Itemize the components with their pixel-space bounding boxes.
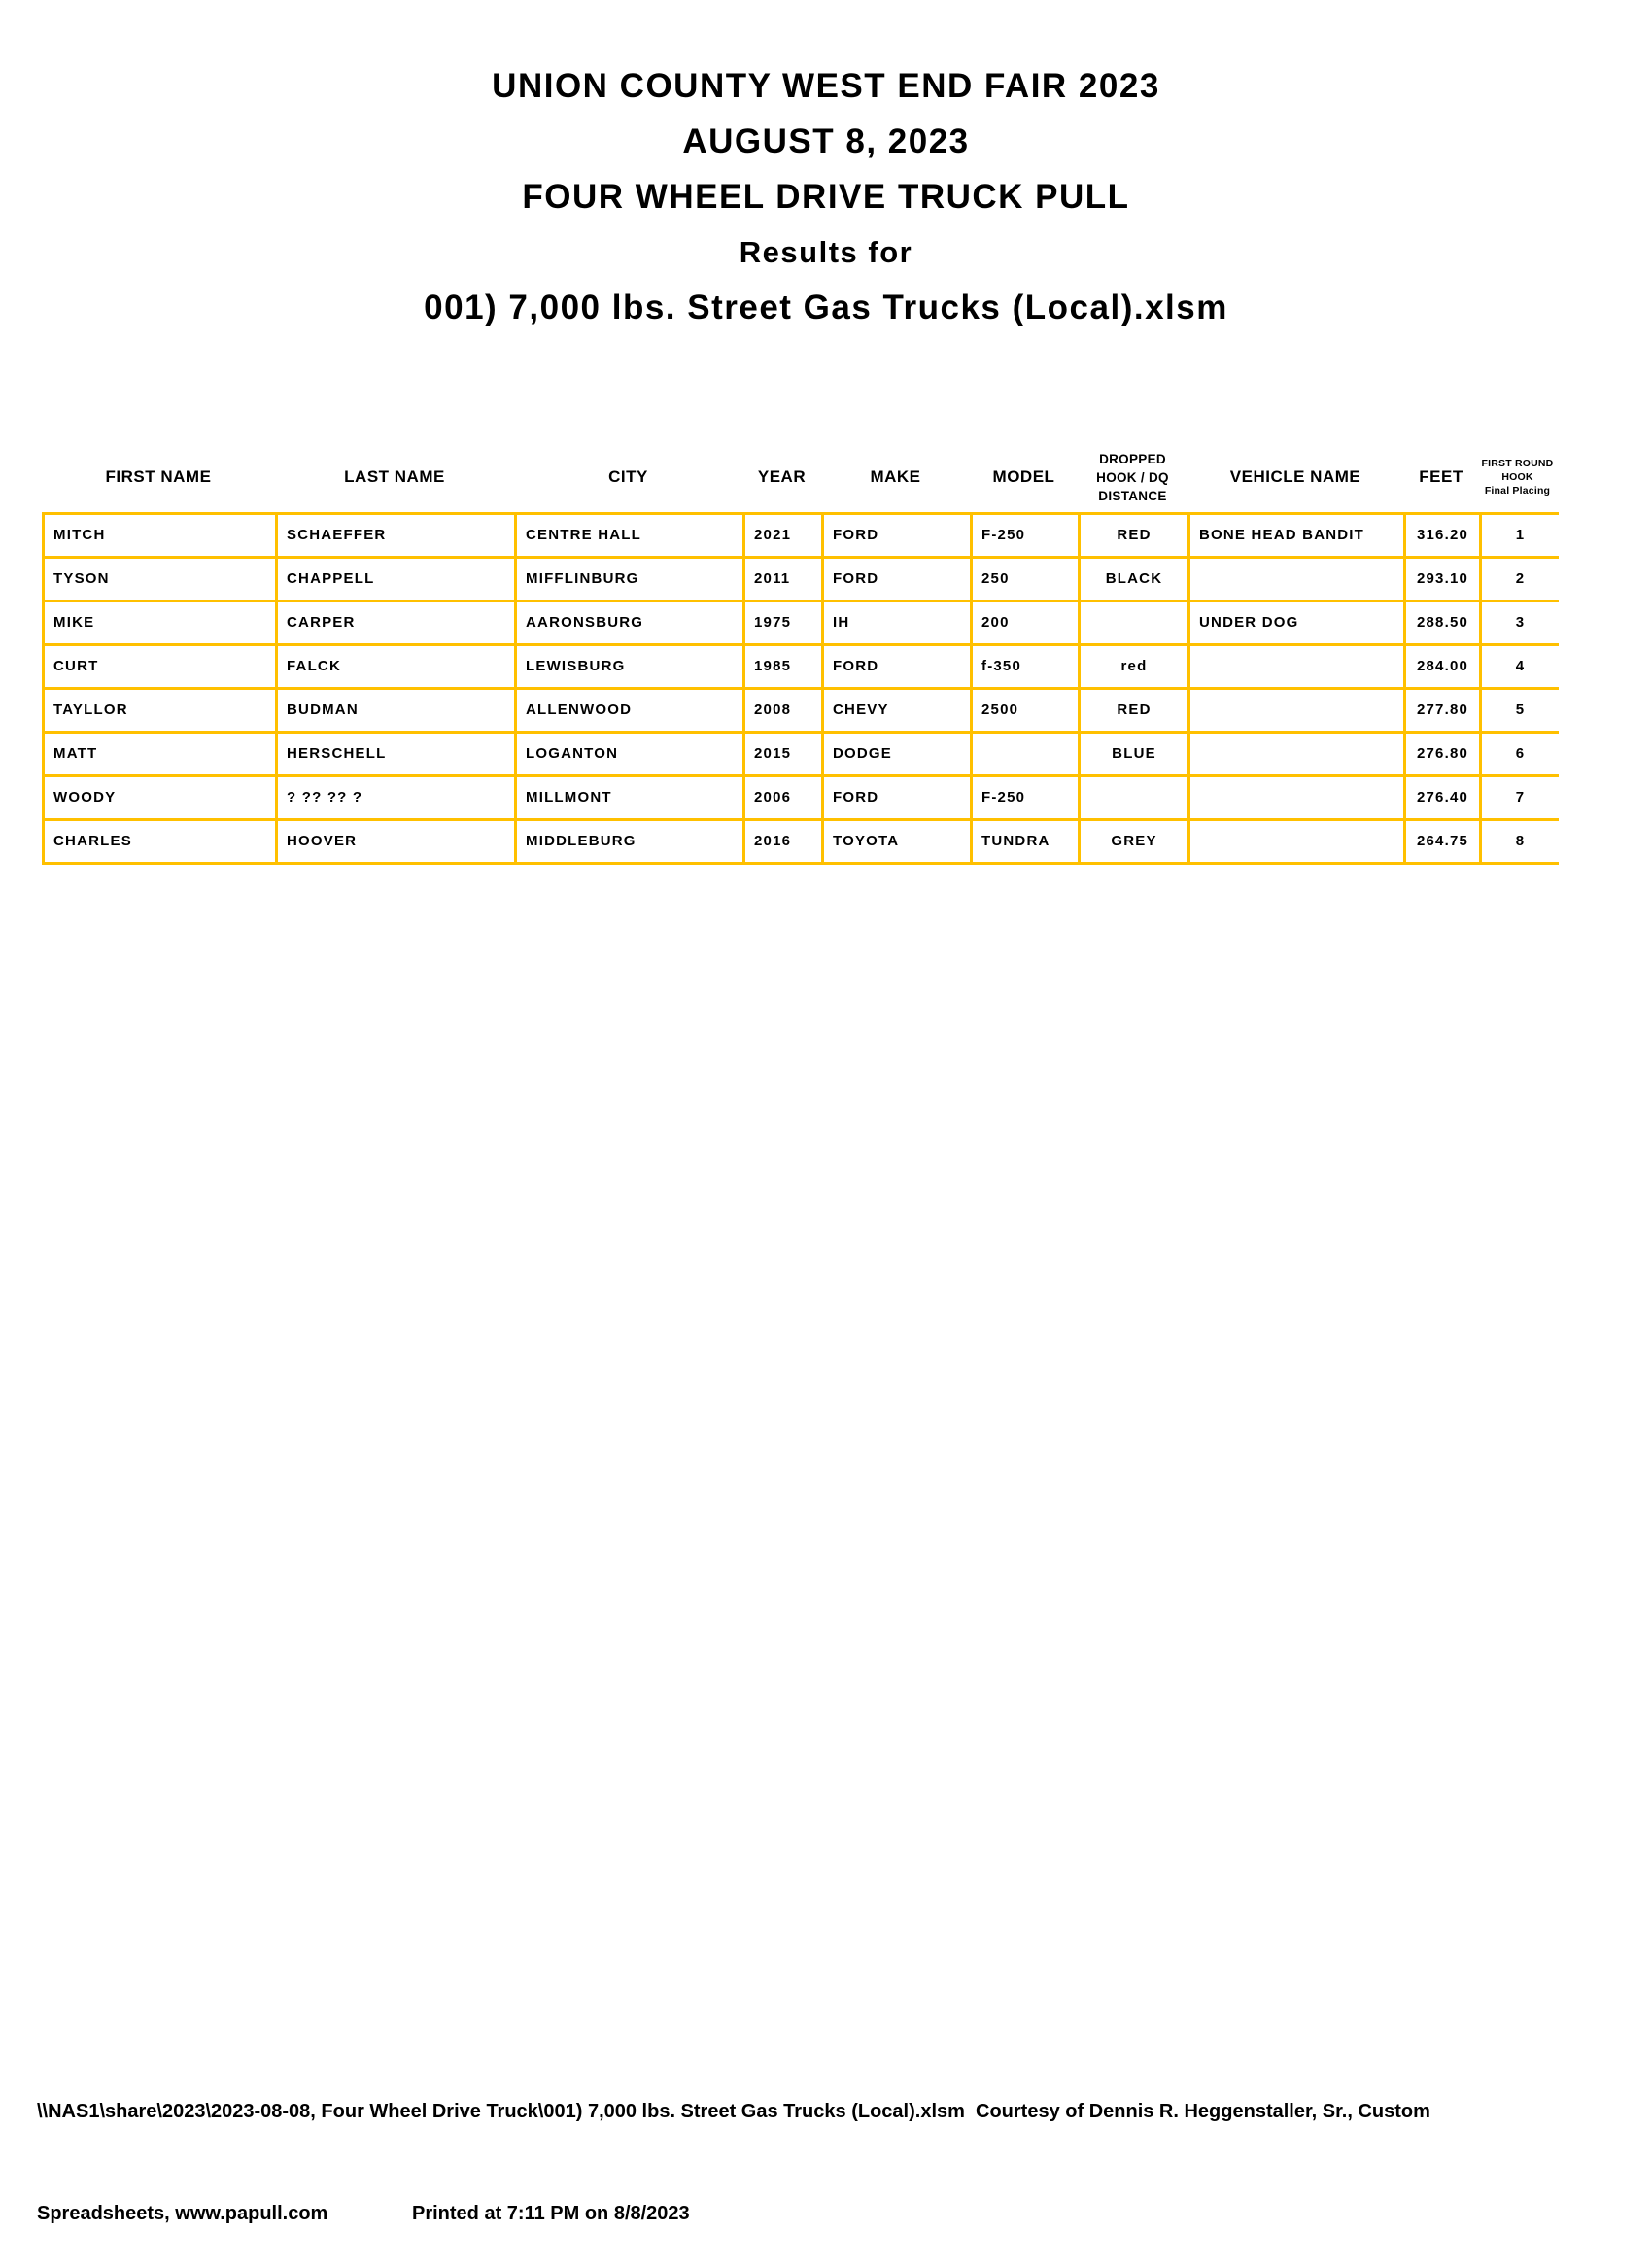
cell-year: 2011	[745, 559, 824, 600]
cell-make: FORD	[824, 515, 973, 556]
page-title-date: AUGUST 8, 2023	[682, 122, 970, 160]
cell-last-name: HOOVER	[278, 821, 517, 862]
cell-city: ALLENWOOD	[517, 690, 745, 731]
cell-year: 1985	[745, 646, 824, 687]
cell-feet: 284.00	[1406, 646, 1482, 687]
cell-city: LEWISBURG	[517, 646, 745, 687]
cell-last-name: HERSCHELL	[278, 734, 517, 774]
cell-first-name: MITCH	[45, 515, 278, 556]
header-city	[514, 467, 742, 487]
header-first-name-line: FIRST NAME	[105, 467, 212, 486]
cell-city: LOGANTON	[517, 734, 745, 774]
header-last-name-line: LAST NAME	[344, 467, 445, 486]
report-header	[0, 58, 1652, 335]
cell-feet: 316.20	[1406, 515, 1482, 556]
cell-model: 250	[973, 559, 1081, 600]
cell-dropped: GREY	[1081, 821, 1190, 862]
cell-model: TUNDRA	[973, 821, 1081, 862]
cell-last-name: CHAPPELL	[278, 559, 517, 600]
cell-first-name: MATT	[45, 734, 278, 774]
cell-city: AARONSBURG	[517, 602, 745, 643]
header-city-line: CITY	[608, 467, 648, 486]
cell-vehicle	[1190, 690, 1406, 731]
cell-make: CHEVY	[824, 690, 973, 731]
cell-model: 2500	[973, 690, 1081, 731]
cell-place: 3	[1515, 614, 1526, 631]
cell-year: 2021	[745, 515, 824, 556]
header-year-line: YEAR	[757, 467, 807, 486]
cell-vehicle	[1190, 646, 1406, 687]
cell-first-name: CURT	[45, 646, 278, 687]
results-table-header	[42, 442, 1556, 512]
cell-make: FORD	[824, 777, 973, 818]
results-table	[42, 512, 1559, 865]
header-dropped-line: HOOK / DQ	[1096, 469, 1169, 485]
footer-print-line	[37, 2197, 1430, 2231]
cell-dropped: red	[1081, 646, 1190, 687]
header-place	[1479, 457, 1556, 498]
table-row	[45, 646, 1559, 690]
cell-last-name: SCHAEFFER	[278, 515, 517, 556]
cell-dropped: BLACK	[1081, 559, 1190, 600]
header-dropped	[1078, 450, 1187, 505]
cell-place: 1	[1515, 527, 1526, 543]
cell-model: f-350	[973, 646, 1081, 687]
cell-year: 2015	[745, 734, 824, 774]
class-title: 001) 7,000 lbs. Street Gas Trucks (Local).xlsm	[424, 289, 1228, 326]
cell-vehicle	[1190, 559, 1406, 600]
cell-model	[973, 734, 1081, 774]
table-row	[45, 515, 1559, 559]
cell-vehicle	[1190, 777, 1406, 818]
cell-first-name: MIKE	[45, 602, 278, 643]
cell-first-name: WOODY	[45, 777, 278, 818]
cell-last-name: FALCK	[278, 646, 517, 687]
cell-feet: 277.80	[1406, 690, 1482, 731]
cell-dropped: RED	[1081, 690, 1190, 731]
table-row	[45, 602, 1559, 646]
header-dropped-line: DROPPED	[1099, 451, 1166, 466]
page-title-event: FOUR WHEEL DRIVE TRUCK PULL	[522, 178, 1130, 216]
cell-city: MILLMONT	[517, 777, 745, 818]
header-make	[821, 467, 970, 487]
cell-dropped	[1081, 602, 1190, 643]
cell-feet: 264.75	[1406, 821, 1482, 862]
cell-dropped: RED	[1081, 515, 1190, 556]
cell-last-name: ? ?? ?? ?	[278, 777, 517, 818]
header-model-line: MODEL	[992, 467, 1055, 486]
cell-model: F-250	[973, 777, 1081, 818]
header-model	[970, 467, 1078, 487]
cell-make: IH	[824, 602, 973, 643]
cell-year: 2006	[745, 777, 824, 818]
cell-dropped: BLUE	[1081, 734, 1190, 774]
cell-feet: 288.50	[1406, 602, 1482, 643]
cell-first-name: CHARLES	[45, 821, 278, 862]
cell-dropped	[1081, 777, 1190, 818]
cell-model: 200	[973, 602, 1081, 643]
cell-city: MIFFLINBURG	[517, 559, 745, 600]
header-place-line: FIRST ROUND	[1481, 458, 1554, 469]
table-row	[45, 821, 1559, 862]
cell-city: CENTRE HALL	[517, 515, 745, 556]
cell-vehicle: BONE HEAD BANDIT	[1190, 515, 1406, 556]
footer-website: Spreadsheets, www.papull.com	[37, 2203, 328, 2224]
cell-vehicle	[1190, 734, 1406, 774]
header-place-line: HOOK	[1501, 471, 1533, 483]
page-title-fair: UNION COUNTY WEST END FAIR 2023	[492, 67, 1160, 105]
report-footer	[37, 2027, 1430, 2265]
cell-vehicle: UNDER DOG	[1190, 602, 1406, 643]
cell-vehicle	[1190, 821, 1406, 862]
table-row	[45, 559, 1559, 602]
header-place-line: Final Placing	[1484, 485, 1551, 497]
cell-feet: 276.80	[1406, 734, 1482, 774]
cell-place: 4	[1515, 658, 1526, 674]
header-feet	[1403, 467, 1479, 487]
header-vehicle-line: VEHICLE NAME	[1229, 467, 1361, 486]
cell-last-name: BUDMAN	[278, 690, 517, 731]
cell-model: F-250	[973, 515, 1081, 556]
cell-feet: 293.10	[1406, 559, 1482, 600]
cell-year: 2008	[745, 690, 824, 731]
cell-last-name: CARPER	[278, 602, 517, 643]
header-vehicle	[1187, 467, 1403, 487]
cell-first-name: TAYLLOR	[45, 690, 278, 731]
header-make-line: MAKE	[870, 467, 921, 486]
cell-city: MIDDLEBURG	[517, 821, 745, 862]
footer-file-path-line: \\NAS1\share\2023\2023-08-08, Four Wheel Drive Truck\001) 7,000 lbs. Street Gas Trucks (Local).xlsm Courtesy of Dennis R. Heggenstaller, Sr., Custom	[37, 2101, 1430, 2122]
cell-make: FORD	[824, 646, 973, 687]
cell-year: 2016	[745, 821, 824, 862]
cell-place: 5	[1515, 702, 1526, 718]
header-year	[742, 467, 821, 487]
cell-make: FORD	[824, 559, 973, 600]
cell-make: DODGE	[824, 734, 973, 774]
table-row	[45, 777, 1559, 821]
cell-first-name: TYSON	[45, 559, 278, 600]
table-row	[45, 690, 1559, 734]
table-row	[45, 734, 1559, 777]
cell-year: 1975	[745, 602, 824, 643]
cell-place: 8	[1515, 833, 1526, 849]
cell-make: TOYOTA	[824, 821, 973, 862]
cell-place: 7	[1515, 789, 1526, 806]
cell-place: 2	[1515, 570, 1526, 587]
footer-printed-at: Printed at 7:11 PM on 8/8/2023	[412, 2203, 690, 2224]
cell-place: 6	[1515, 745, 1526, 762]
results-for-label: Results for	[739, 235, 913, 269]
header-last-name	[275, 467, 514, 487]
header-dropped-line: DISTANCE	[1098, 488, 1167, 503]
header-feet-line: FEET	[1419, 467, 1463, 486]
header-first-name	[42, 467, 275, 487]
cell-feet: 276.40	[1406, 777, 1482, 818]
